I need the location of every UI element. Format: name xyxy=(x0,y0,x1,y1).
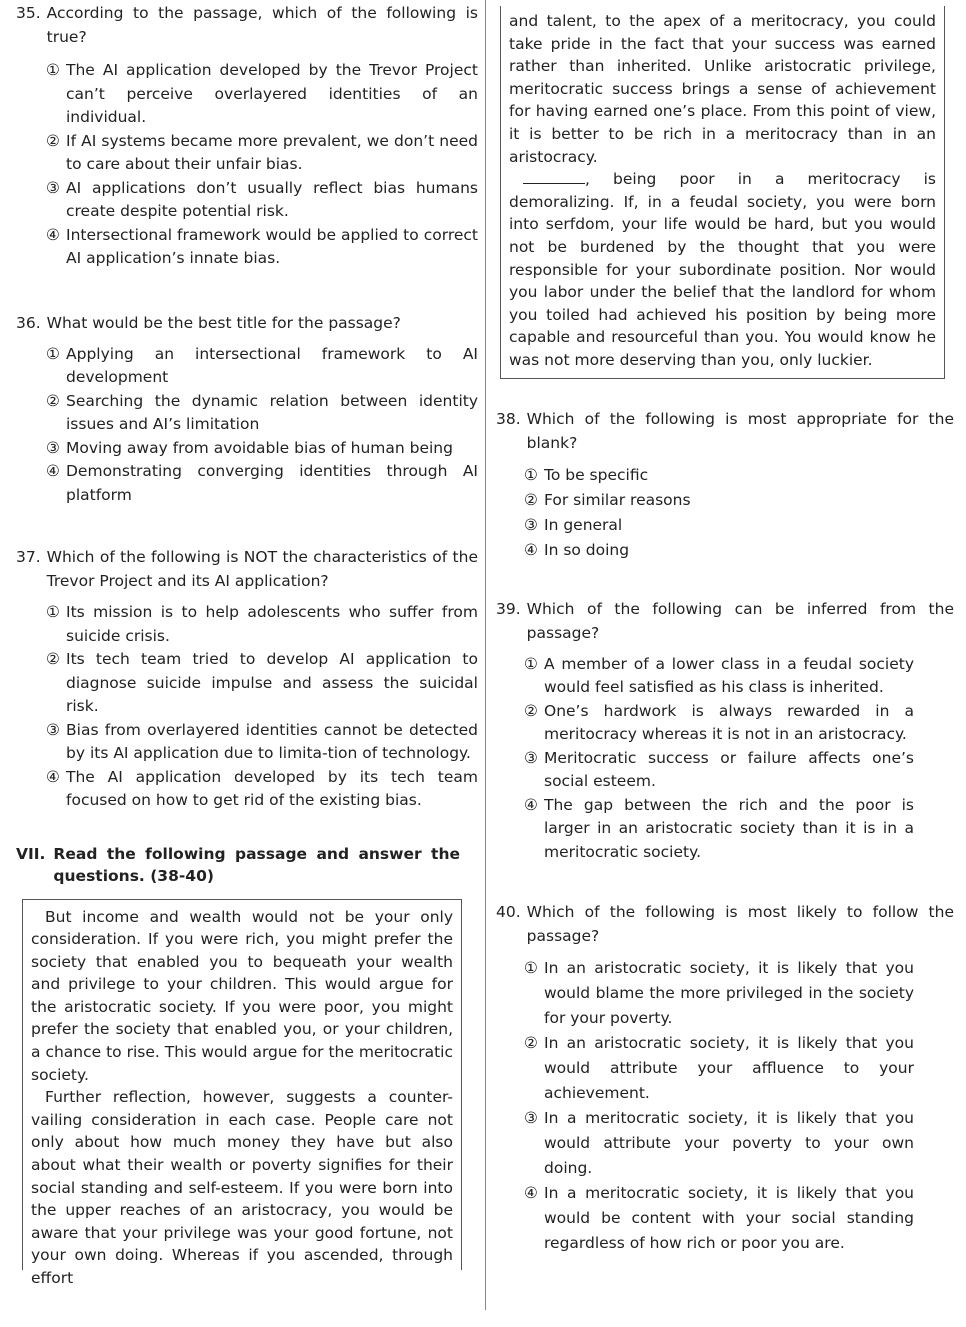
option-4[interactable]: ④ The AI application developed by its tech team focused on how to get rid of the existing bias. xyxy=(46,767,478,809)
question-text: Which of the following can be inferred from the passage? xyxy=(526,599,954,642)
option-3[interactable]: ③ Moving away from avoidable bias of human being xyxy=(46,438,453,457)
passage-paragraph-with-blank: , being poor in a meritocracy is demoralizing. If, in a feudal society, you were born into serfdom, your life would be hard, but you would not be burdened by the thought that you were responsible for your subordinate position. Nor would you labor under the belief that the landlord for whom you toiled had achieved his position by being more capable and resourceful than you. You would know he was not more deserving than you, only luckier. xyxy=(509,170,936,369)
option-3[interactable]: ③ Meritocratic success or failure affects one’s social esteem. xyxy=(524,748,914,790)
option-1[interactable]: ① A member of a lower class in a feudal society would feel satisfied as his class is inherited. xyxy=(524,654,914,696)
right-column xyxy=(496,0,954,1256)
option-2[interactable]: ② For similar reasons xyxy=(524,490,691,509)
option-4[interactable]: ④ In a meritocratic society, it is likely that you would be content with your social standing regardless of how rich or poor you are. xyxy=(524,1184,914,1252)
option-2[interactable]: ② In an aristocratic society, it is likely that you would attribute your affluence to your achievement. xyxy=(524,1034,914,1102)
option-2[interactable]: ② Searching the dynamic relation between identity issues and AI’s limitation xyxy=(46,391,478,433)
passage-box-continued xyxy=(500,6,945,379)
question-number: 35. xyxy=(16,4,41,22)
option-3[interactable]: ③ Bias from overlayered identities cannot be detected by its AI application due to limita-tion of technology. xyxy=(46,720,478,762)
option-2[interactable]: ② If AI systems became more prevalent, we don’t need to care about their unfair bias. xyxy=(46,131,478,173)
option-1[interactable]: ① In an aristocratic society, it is likely that you would blame the more privileged in the society for your poverty. xyxy=(524,959,914,1027)
option-1[interactable]: ① Its mission is to help adolescents who suffer from suicide crisis. xyxy=(46,603,478,645)
question-number: 39. xyxy=(496,599,521,618)
section-number: VII. xyxy=(16,844,46,863)
option-4[interactable]: ④ Demonstrating converging identities through AI platform xyxy=(46,462,478,504)
passage-paragraph: Further reflection, however, suggests a counter-vailing consideration in each case. People care not only about how much money they have but also about what their wealth or poverty signifies for their social standing and self-esteem. If you were born into the upper reaches of an aristocracy, you would be aware that your privilege was your good fortune, not your own doing. Whereas if you ascended, through effort xyxy=(31,1088,453,1287)
section-header xyxy=(16,843,478,887)
option-4[interactable]: ④ In so doing xyxy=(524,540,630,559)
question-text: Which of the following is most appropriate for the blank? xyxy=(526,409,954,452)
question-text: Which of the following is NOT the characteristics of the Trevor Project and its AI application? xyxy=(46,548,478,590)
answer-blank xyxy=(523,171,585,184)
question-number: 38. xyxy=(496,409,521,428)
question-number: 40. xyxy=(496,903,521,921)
column-divider xyxy=(485,0,486,1310)
question-36 xyxy=(16,311,478,508)
passage-paragraph: and talent, to the apex of a meritocracy, you could take pride in the fact that your success was earned rather than inherited. Unlike aristocratic privilege, meritocratic success brings a sense of achievement for having earned one’s place. From this point of view, it is better to be rich in a meritocracy than in an aristocracy. xyxy=(509,12,936,166)
question-38 xyxy=(496,407,954,563)
option-2[interactable]: ② One’s hardwork is always rewarded in a meritocracy whereas it is not in an aristocracy. xyxy=(524,701,914,743)
question-number: 37. xyxy=(16,548,41,566)
question-35 xyxy=(16,1,478,271)
question-37 xyxy=(16,545,478,813)
question-text: What would be the best title for the passage? xyxy=(46,313,401,332)
option-3[interactable]: ③ In a meritocratic society, it is likely that you would attribute your poverty to your own doing. xyxy=(524,1109,914,1177)
question-text: According to the passage, which of the following is true? xyxy=(46,4,478,46)
question-39 xyxy=(496,597,954,865)
option-3[interactable]: ③ AI applications don’t usually reflect bias humans create despite potential risk. xyxy=(46,178,478,220)
passage-box xyxy=(22,899,462,1287)
option-1[interactable]: ① Applying an intersectional framework to AI development xyxy=(46,344,478,386)
question-number: 36. xyxy=(16,313,41,332)
section-instruction: Read the following passage and answer the questions. (38-40) xyxy=(53,844,460,885)
option-4[interactable]: ④ The gap between the rich and the poor is larger in an aristocratic society than it is in a meritocratic society. xyxy=(524,795,914,861)
question-text: Which of the following is most likely to follow the passage? xyxy=(526,903,954,945)
option-1[interactable]: ① The AI application developed by the Trevor Project can’t perceive overlayered identities of an individual. xyxy=(46,61,478,126)
option-4[interactable]: ④ Intersectional framework would be applied to correct AI application’s innate bias. xyxy=(46,225,478,267)
passage-paragraph: But income and wealth would not be your only consideration. If you were rich, you might prefer the society that enabled you to bequeath your wealth and privilege to your children. This would argue for the aristocratic society. If you were poor, you might prefer the society that enabled you, or your children, a chance to rise. This would argue for the meritocratic society. xyxy=(31,907,453,1084)
left-column xyxy=(16,0,478,1287)
option-3[interactable]: ③ In general xyxy=(524,515,623,534)
option-2[interactable]: ② Its tech team tried to develop AI application to diagnose suicide impulse and assess the suicidal risk. xyxy=(46,650,478,715)
question-40 xyxy=(496,900,954,1256)
option-1[interactable]: ① To be specific xyxy=(524,465,649,484)
